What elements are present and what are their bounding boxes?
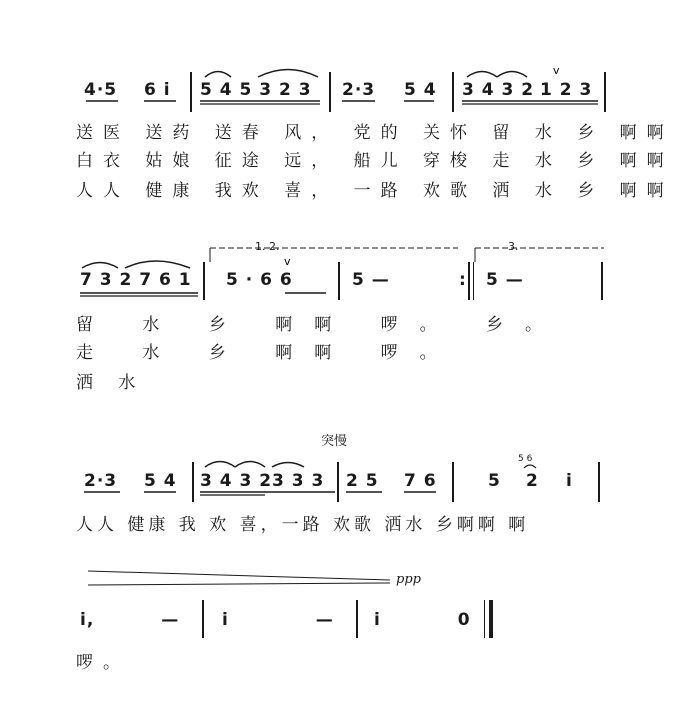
tempo-mark: 突慢 <box>321 434 348 449</box>
barline <box>452 462 454 502</box>
barline <box>329 72 331 112</box>
note-group: 6 i <box>144 80 171 100</box>
volta-label: 3. <box>508 240 519 253</box>
repeat-dots: : <box>459 270 467 290</box>
volta-label: 1. 2. <box>255 240 280 253</box>
svg-text:v: v <box>553 64 560 77</box>
barline <box>601 262 603 300</box>
lyric-line: 人人 健康 我 欢 喜，一路 欢歌 洒水 乡啊啊 啊 <box>76 515 530 535</box>
note-group: 5 · 6 6 <box>226 270 293 290</box>
note-group: i, — <box>80 610 180 630</box>
note-group: i — <box>222 610 334 630</box>
note-group: 7 6 <box>404 471 437 491</box>
barline <box>452 72 454 112</box>
barline <box>338 262 340 300</box>
lyric-line: 走 水 乡 啊啊 啰。 <box>76 343 459 363</box>
barline <box>203 262 205 300</box>
lyric-line: 送医 送药 送春 风， 党的 关怀 留 水 乡 啊啊 <box>76 123 674 143</box>
note-group: 5 4 <box>404 80 437 100</box>
lyric-line: 人人 健康 我欢 喜， 一路 欢歌 洒 水 乡 啊啊 <box>76 181 674 201</box>
note-group: 7 3 2 7 6 1 <box>80 270 192 290</box>
lyric-line: 留 水 乡 啊啊 啰。 乡。 <box>76 315 565 335</box>
lyric-line: 白衣 姑娘 征途 远， 船儿 穿梭 走 水 乡 啊啊 <box>76 151 674 171</box>
barline <box>202 600 204 638</box>
svg-text:v: v <box>284 255 291 268</box>
note: 2 <box>526 471 539 491</box>
note-group: 3 4 3 2 <box>200 471 273 491</box>
dynamic-mark: ppp <box>396 572 421 587</box>
barline <box>356 600 358 638</box>
barline <box>190 72 192 112</box>
note-group: 2 5 <box>346 471 379 491</box>
note-group: 2·3 <box>342 80 376 100</box>
note-group: 3 4 3 2 <box>462 80 535 100</box>
note: i <box>566 471 573 491</box>
barline <box>598 462 600 502</box>
lyric-line: 洒 水 <box>76 373 146 393</box>
barline <box>192 462 194 502</box>
grace-notes: 5 6 <box>518 454 533 464</box>
barline <box>337 462 339 502</box>
repeat-barline-thin <box>473 262 474 300</box>
repeat-barline <box>468 262 470 300</box>
lyric-line: 啰。 <box>76 653 130 673</box>
note-group: 3 3 3 <box>272 471 325 491</box>
note-group: 2·3 <box>84 471 118 491</box>
final-barline-thin <box>484 600 485 638</box>
barline <box>604 72 606 112</box>
note-group: 5 4 5 3 2 3 <box>200 80 312 100</box>
note-group: 5 — <box>352 270 390 290</box>
note-group: 1 2 3 <box>540 80 593 100</box>
note-group: 5 4 <box>144 471 177 491</box>
note-group: i 0 <box>374 610 471 630</box>
note-group: 5 — <box>486 270 524 290</box>
note: 5 <box>488 471 501 491</box>
final-barline-thick <box>489 600 493 638</box>
note-group: 4·5 <box>84 80 118 100</box>
